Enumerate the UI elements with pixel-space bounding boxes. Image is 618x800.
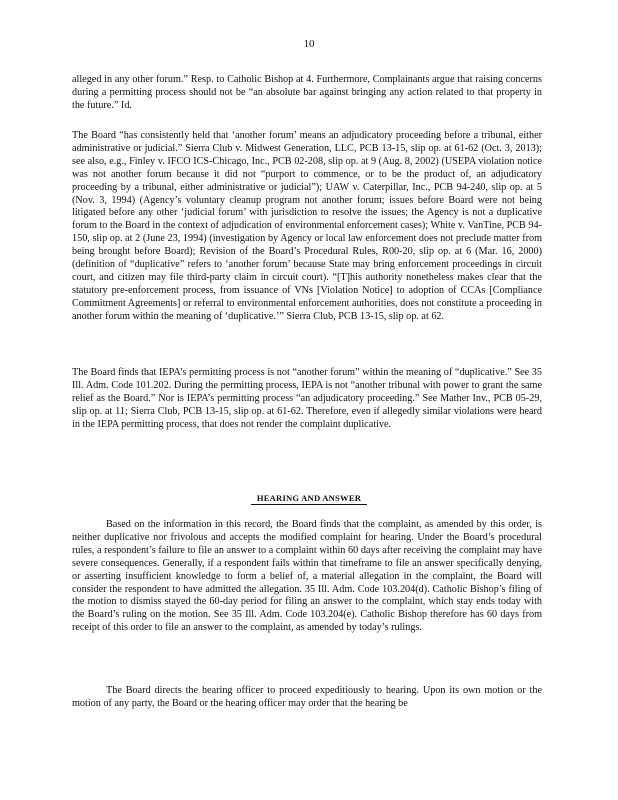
paragraph-board-finding: The Board finds that IEPA’s permitting process is not “another forum” within the meaning of “duplicative.” See 35 Ill. Adm. Code 101.202. During the permitting process, IEPA is not “another tribunal with power to grant the same relief as the Board.” Nor is IEPA’s permitting process “an adjudicatory proceeding.” See Mather Inv., PCB 05-29, slip op. at 11; Sierra Club, PCB 13-15, slip op. at 61-62. Therefore, even if allegedly similar violations were heard in the IEPA permitting process, that does not render the complaint duplicative. <box>72 367 542 430</box>
paragraph-text: Based on the information in this record, the Board finds that the complaint, as amended by this order, is neither duplicative nor frivolous and accepts the modified complaint for hearing. Under the Board’s procedural rules, a respondent’s failure to file an answer to a complaint within 60 days after receiving the complaint may have severe consequences. Generally, if a respondent fails within that timeframe to file an answer specifically denying, or asserting insufficient knowledge to form a belief of, a material allegation in the complaint, the Board will consider the respondent to have admitted the allegation. 35 Ill. Adm. Code 103.204(d). Catholic Bishop’s filing of the motion to dismiss stayed the 60-day period for filing an answer to the complaint, which stay ends today with the Board’s ruling on the motion. See 35 Ill. Adm. Code 103.204(e). Catholic Bishop therefore has 60 days from receipt of this order to file an answer to the complaint, as amended by today’s rulings. <box>72 519 542 634</box>
paragraph-another-forum-precedent: The Board “has consistently held that ‘another forum’ means an adjudicatory proceeding before a tribunal, either administrative or judicial.” Sierra Club v. Midwest Generation, LLC, PCB 13-15, slip op. at 61-62 (Oct. 3, 2013); see also, e.g., Finley v. IFCO ICS-Chicago, Inc., PCB 02-208, slip op. at 9 (Aug. 8, 2002) (USEPA violation notice was not another forum because it did not “purport to commence, or to be the product of, an adjudicatory proceeding by a tribunal, either administrative or judicial”); UAW v. Caterpillar, Inc., PCB 94-240, slip op. at 5 (Nov. 3, 1994) (Agency’s voluntary cleanup program not another forum; issues before Board were not being litigated before any other ‘judicial forum’ with jurisdiction to resolve the issues; the Agency is not a duplicative forum to the Board in the context of adjudication of environmental enforcement cases); White v. VanTine, PCB 94-150, slip op. at 2 (June 23, 1994) (investigation by Agency or local law enforcement does not preclude matter from being brought before Board); Revision of the Board’s Procedural Rules, R00-20, slip op. at 6 (Mar. 16, 2000) (definition of “duplicative” refers to ‘another forum’ because State may bring enforcement proceedings in circuit court, and citizen may file third-party claim in circuit court). “[T]his authority nonetheless makes clear that the statutory pre-enforcement process, from issuance of VNs [Violation Notice] to adoption of CCAs [Compliance Commitment Agreements] or referral to environmental enforcement authorities, does not constitute a proceeding in another forum within the meaning of ‘duplicative.’” Sierra Club, PCB 13-15, slip op. at 62. <box>72 130 542 322</box>
section-heading <box>0 493 618 503</box>
paragraph-hearing-and-answer <box>72 519 542 635</box>
paragraph-hearing-officer <box>72 685 542 711</box>
page-number: 10 <box>303 38 315 50</box>
paragraph-text: The Board directs the hearing officer to proceed expeditiously to hearing. Upon its own motion or the motion of any party, the Board or the hearing officer may order that the hearing be <box>72 685 542 709</box>
paragraph-argument-continuation: alleged in any other forum.” Resp. to Catholic Bishop at 4. Furthermore, Complainants argue that raising concerns during a permitting process should not be “an absolute bar against bringing any action related to that property in the future.” Id. <box>72 74 542 111</box>
section-heading-text: HEARING AND ANSWER <box>251 493 367 505</box>
